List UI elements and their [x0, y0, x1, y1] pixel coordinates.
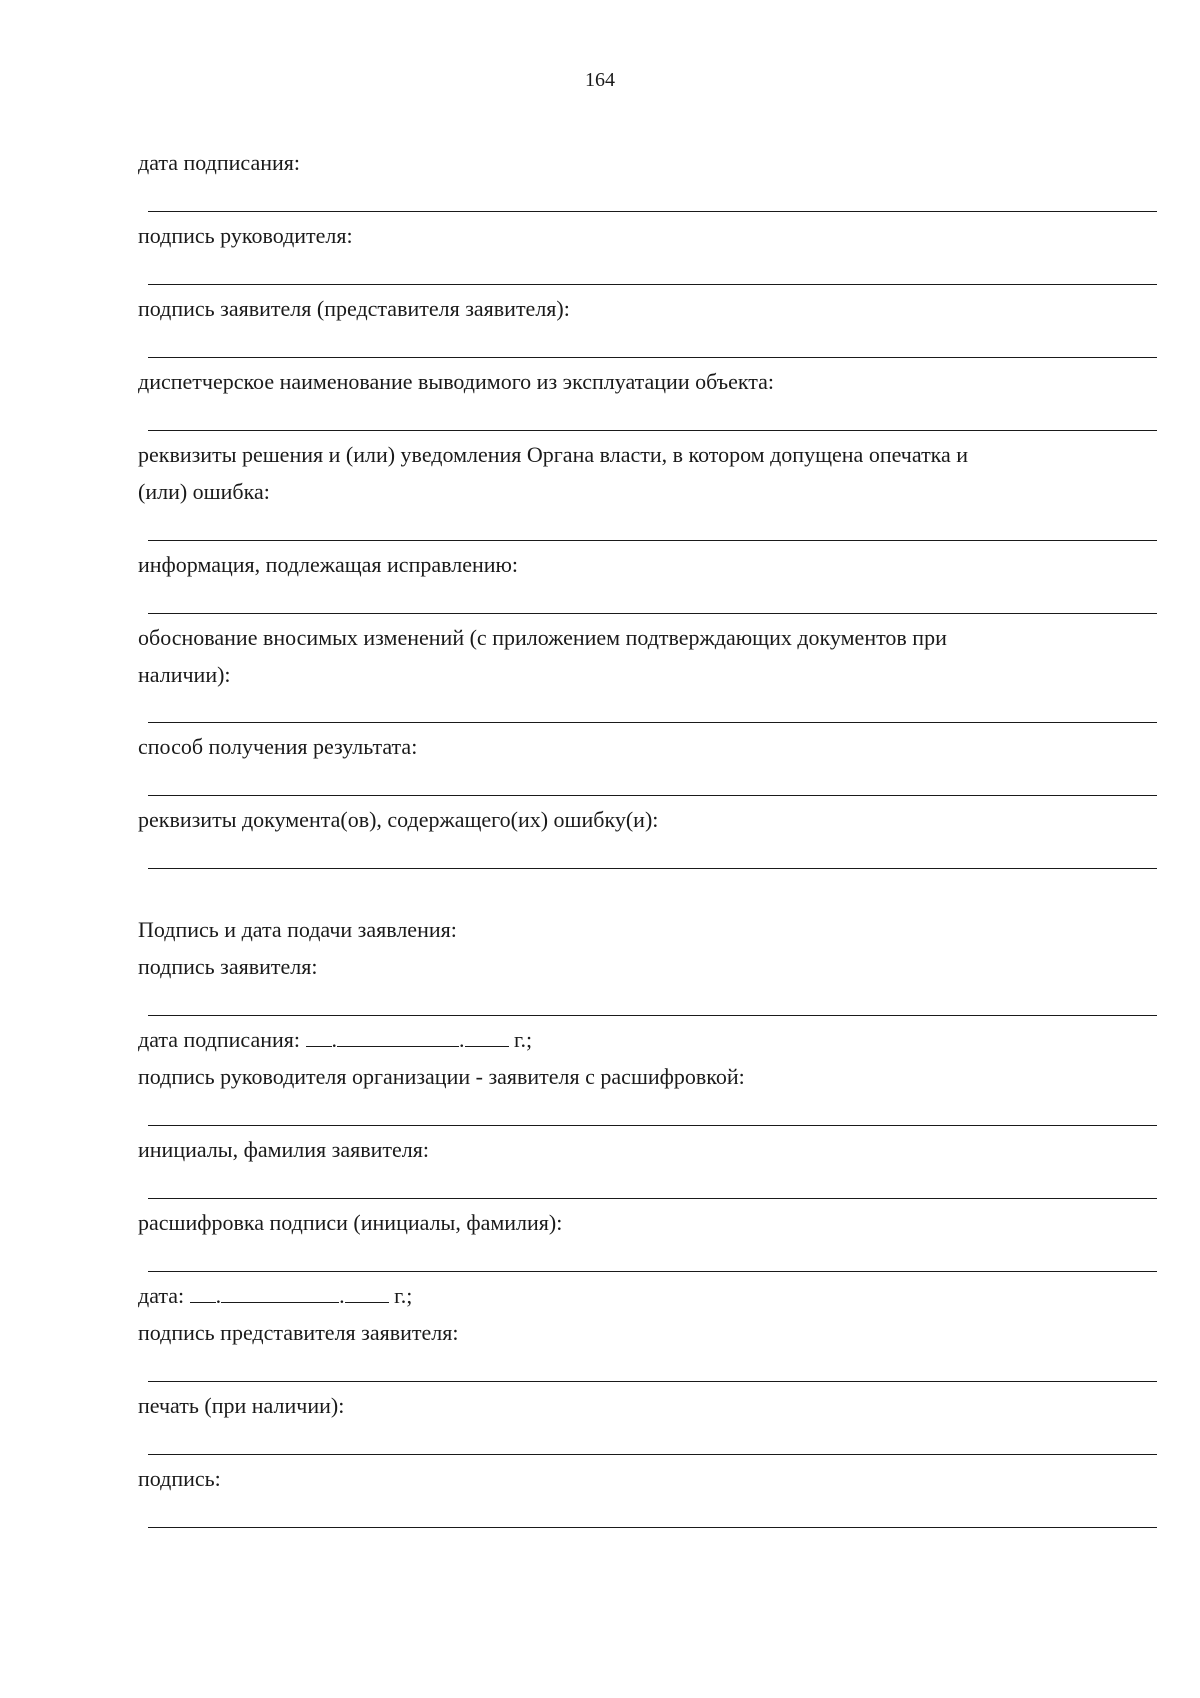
- applicant-signature-field-line[interactable]: [148, 1015, 1157, 1016]
- date-row: дата: . . г.;: [138, 1283, 413, 1308]
- date-year-blank[interactable]: [345, 1284, 389, 1303]
- head-signature-decoding-line[interactable]: [148, 1125, 1157, 1126]
- signing-date-row: дата подписания: . . г.;: [138, 1027, 533, 1052]
- field-label-correction-info: информация, подлежащая исправлению:: [138, 552, 519, 577]
- signing-date-label: дата подписания:: [138, 1027, 300, 1052]
- field-label-decision-details-cont: (или) ошибка:: [138, 479, 270, 504]
- correction-info-line[interactable]: [148, 613, 1157, 614]
- field-label-signing-date: дата подписания:: [138, 150, 300, 175]
- signature-line[interactable]: [148, 1527, 1157, 1528]
- seal-line[interactable]: [148, 1454, 1157, 1455]
- seal-label: печать (при наличии):: [138, 1393, 345, 1418]
- date-suffix: г.;: [394, 1283, 413, 1308]
- applicant-signature-line[interactable]: [148, 357, 1157, 358]
- field-label-decision-details: реквизиты решения и (или) уведомления Органа власти, в котором допущена опечатка и: [138, 442, 969, 467]
- head-signature-line[interactable]: [148, 284, 1157, 285]
- signing-date-line[interactable]: [148, 211, 1157, 212]
- justification-line[interactable]: [148, 722, 1157, 723]
- field-label-justification-cont: наличии):: [138, 662, 231, 687]
- field-label-applicant-signature: подпись заявителя (представителя заявителя):: [138, 296, 570, 321]
- day-blank[interactable]: [306, 1028, 332, 1047]
- applicant-signature-label: подпись заявителя:: [138, 954, 318, 979]
- field-label-result-method: способ получения результата:: [138, 734, 418, 759]
- field-label-dispatch-name: диспетчерское наименование выводимого из эксплуатации объекта:: [138, 369, 775, 394]
- month-blank[interactable]: [337, 1028, 459, 1047]
- initials-surname-line[interactable]: [148, 1198, 1157, 1199]
- date-label: дата:: [138, 1283, 185, 1308]
- representative-signature-line[interactable]: [148, 1381, 1157, 1382]
- date-month-blank[interactable]: [221, 1284, 339, 1303]
- year-blank[interactable]: [465, 1028, 509, 1047]
- error-documents-line[interactable]: [148, 868, 1157, 869]
- decision-details-line[interactable]: [148, 540, 1157, 541]
- signature-label: подпись:: [138, 1466, 221, 1491]
- field-label-justification: обоснование вносимых изменений (с приложением подтверждающих документов при: [138, 625, 947, 650]
- representative-signature-label: подпись представителя заявителя:: [138, 1320, 459, 1345]
- signature-decoding-line[interactable]: [148, 1271, 1157, 1272]
- signature-section-heading: Подпись и дата подачи заявления:: [138, 917, 457, 942]
- initials-surname-label: инициалы, фамилия заявителя:: [138, 1137, 429, 1162]
- result-method-line[interactable]: [148, 795, 1157, 796]
- date-day-blank[interactable]: [190, 1284, 216, 1303]
- page-number: 164: [585, 69, 615, 91]
- signature-decoding-label: расшифровка подписи (инициалы, фамилия):: [138, 1210, 563, 1235]
- field-label-head-signature: подпись руководителя:: [138, 223, 353, 248]
- dispatch-name-line[interactable]: [148, 430, 1157, 431]
- signing-date-suffix: г.;: [514, 1027, 533, 1052]
- field-label-error-documents: реквизиты документа(ов), содержащего(их) ошибку(и):: [138, 807, 659, 832]
- head-signature-decoding-label: подпись руководителя организации - заявителя с расшифровкой:: [138, 1064, 745, 1089]
